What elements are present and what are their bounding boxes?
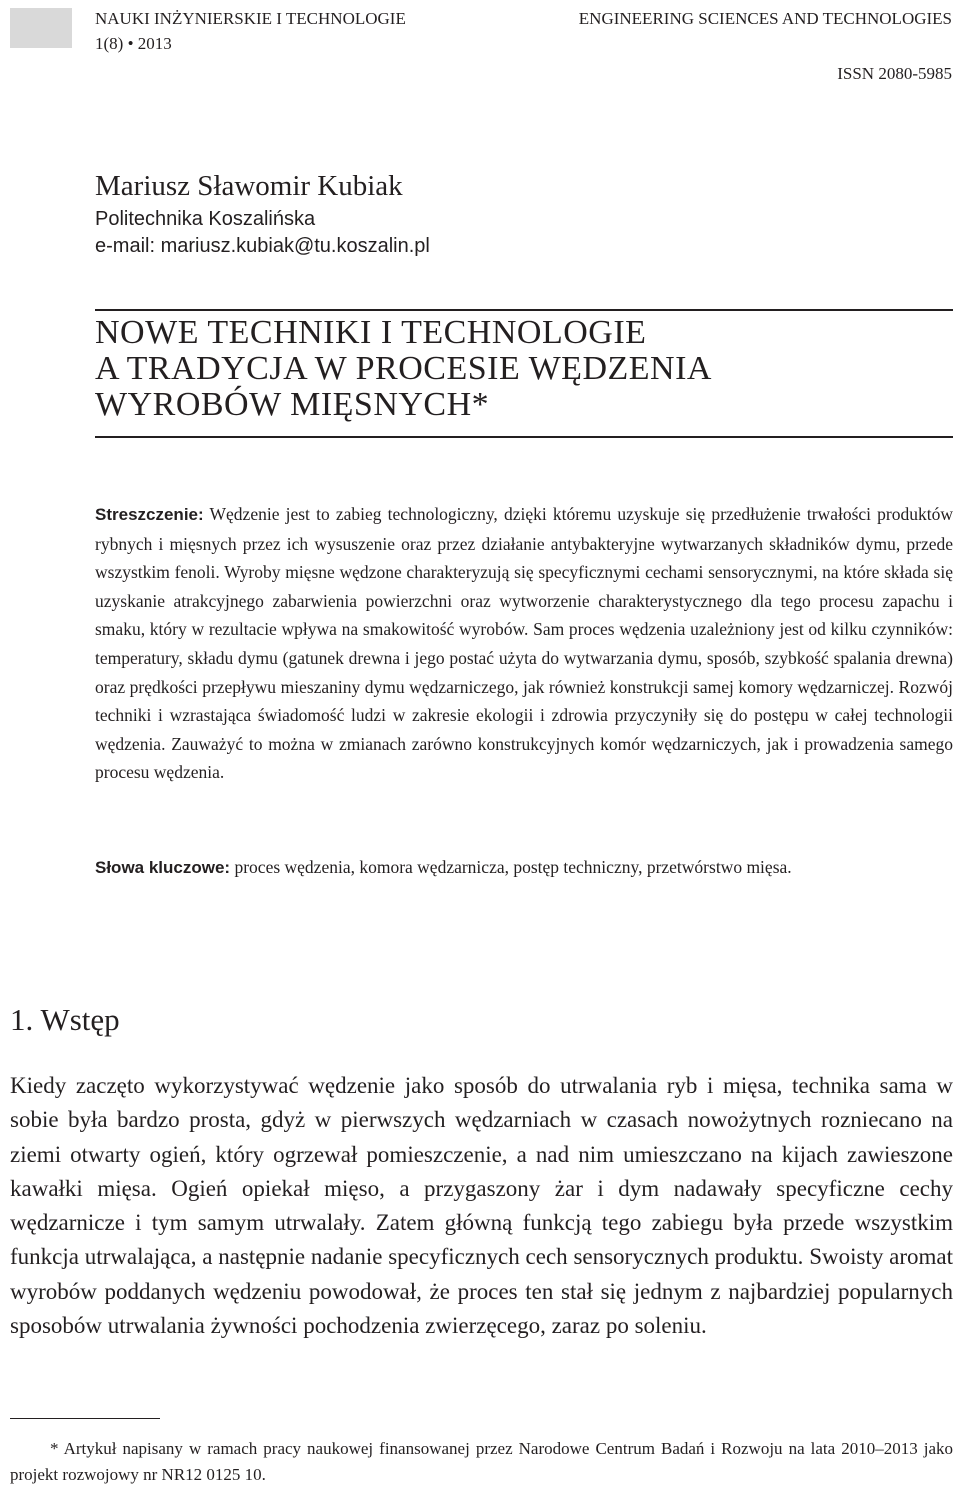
- author-email: e-mail: mariusz.kubiak@tu.koszalin.pl: [95, 235, 430, 257]
- keywords: [95, 853, 953, 882]
- issn: ISSN 2080-5985: [837, 64, 952, 83]
- abstract-label: Streszczenie:: [95, 505, 204, 524]
- author-name: Mariusz Sławomir Kubiak: [95, 170, 403, 202]
- title-line-3: WYROBÓW MIĘSNYCH*: [95, 386, 490, 423]
- journal-name-en: ENGINEERING SCIENCES AND TECHNOLOGIES: [578, 9, 952, 28]
- header-gray-block: [10, 8, 72, 48]
- keywords-label: Słowa kluczowe:: [95, 858, 231, 877]
- section-text: Kiedy zaczęto wykorzystywać wędzenie jako sposób do utrwalania ryb i mięsa, technika sama w sobie była bardzo prosta, gdyż w pierwszych wędzarniach w czasach nowożytnych rozniecano na ziemi otwarty ogień, który ogrzewał pomieszczenie, a nad nim umieszczano na kijach zawieszone kawałki mięsa. Ogień opiekał mięso, a przygaszony żar i dym nadawały specyficzne cechy wędzarnicze i tym samym utrwalały. Zatem główną funkcją tego zabiegu była przede wszystkim funkcja utrwalająca, a następnie nadanie specyficznych cech sensorycznych produktu. Swoisty aromat wyrobów poddanych wędzeniu powodował, że proces ten stał się jednym z najbardziej popularnych sposobów utrwalania żywności pochodzenia zwierzęcego, zaraz po soleniu.: [10, 1073, 953, 1339]
- title-rule-top: [95, 309, 953, 311]
- footnote: * Artykuł napisany w ramach pracy naukowej finansowanej przez Narodowe Centrum Badań i Rozwoju na lata 2010–2013 jako projekt rozwojowy nr NR12 0125 10.: [10, 1439, 953, 1484]
- footnote-rule: [10, 1418, 160, 1419]
- author-affiliation: Politechnika Koszalińska: [95, 208, 316, 230]
- abstract-text: Wędzenie jest to zabieg technologiczny, dzięki któremu uzyskuje się przedłużenie trwałości produktów rybnych i mięsnych przez ich wysuszenie oraz przez działanie antybakteryjne wytwarzanych składników dymu, przede wszystkim fenoli. Wyroby mięsne wędzone charakteryzują się specyficznymi cechami sensorycznymi, na które składa się uzyskanie atrakcyjnego zabarwienia powierzchni oraz wytworzenie charakterystycznego dla tego procesu zapachu i smaku, który w rezultacie wpływa na smakowitość wyrobów. Sam proces wędzenia uzależniony jest od kilku czynników: temperatury, składu dymu (gatunek drewna i jego postać użyta do wytwarzania dymu, sposób, szybkość spalania drewna) oraz prędkości przepływu mieszaniny dymu wędzarniczego, jak również konstrukcji samej komory wędzarniczej. Rozwój techniki i wzrastająca świadomość ludzi w zakresie ekologii i zdrowia przyczyniły się do postępu w całej technologii wędzenia. Zauważyć to można w zmianach zarówno konstrukcyjnych komór wędzarniczych, jak i prowadzenia samego procesu wędzenia.: [95, 504, 953, 783]
- title-line-2: A TRADYCJA W PROCESIE WĘDZENIA: [95, 350, 712, 387]
- title-rule-bottom: [95, 436, 953, 438]
- keywords-text: proces wędzenia, komora wędzarnicza, postęp techniczny, przetwórstwo mięsa.: [234, 857, 792, 877]
- journal-issue: 1(8) • 2013: [95, 34, 172, 53]
- title-line-1: NOWE TECHNIKI I TECHNOLOGIE: [95, 314, 647, 351]
- journal-name-pl: NAUKI INŻYNIERSKIE I TECHNOLOGIE: [95, 9, 406, 28]
- article-title: [95, 315, 953, 423]
- abstract: [95, 500, 953, 787]
- section-heading: 1. Wstęp: [10, 1002, 120, 1037]
